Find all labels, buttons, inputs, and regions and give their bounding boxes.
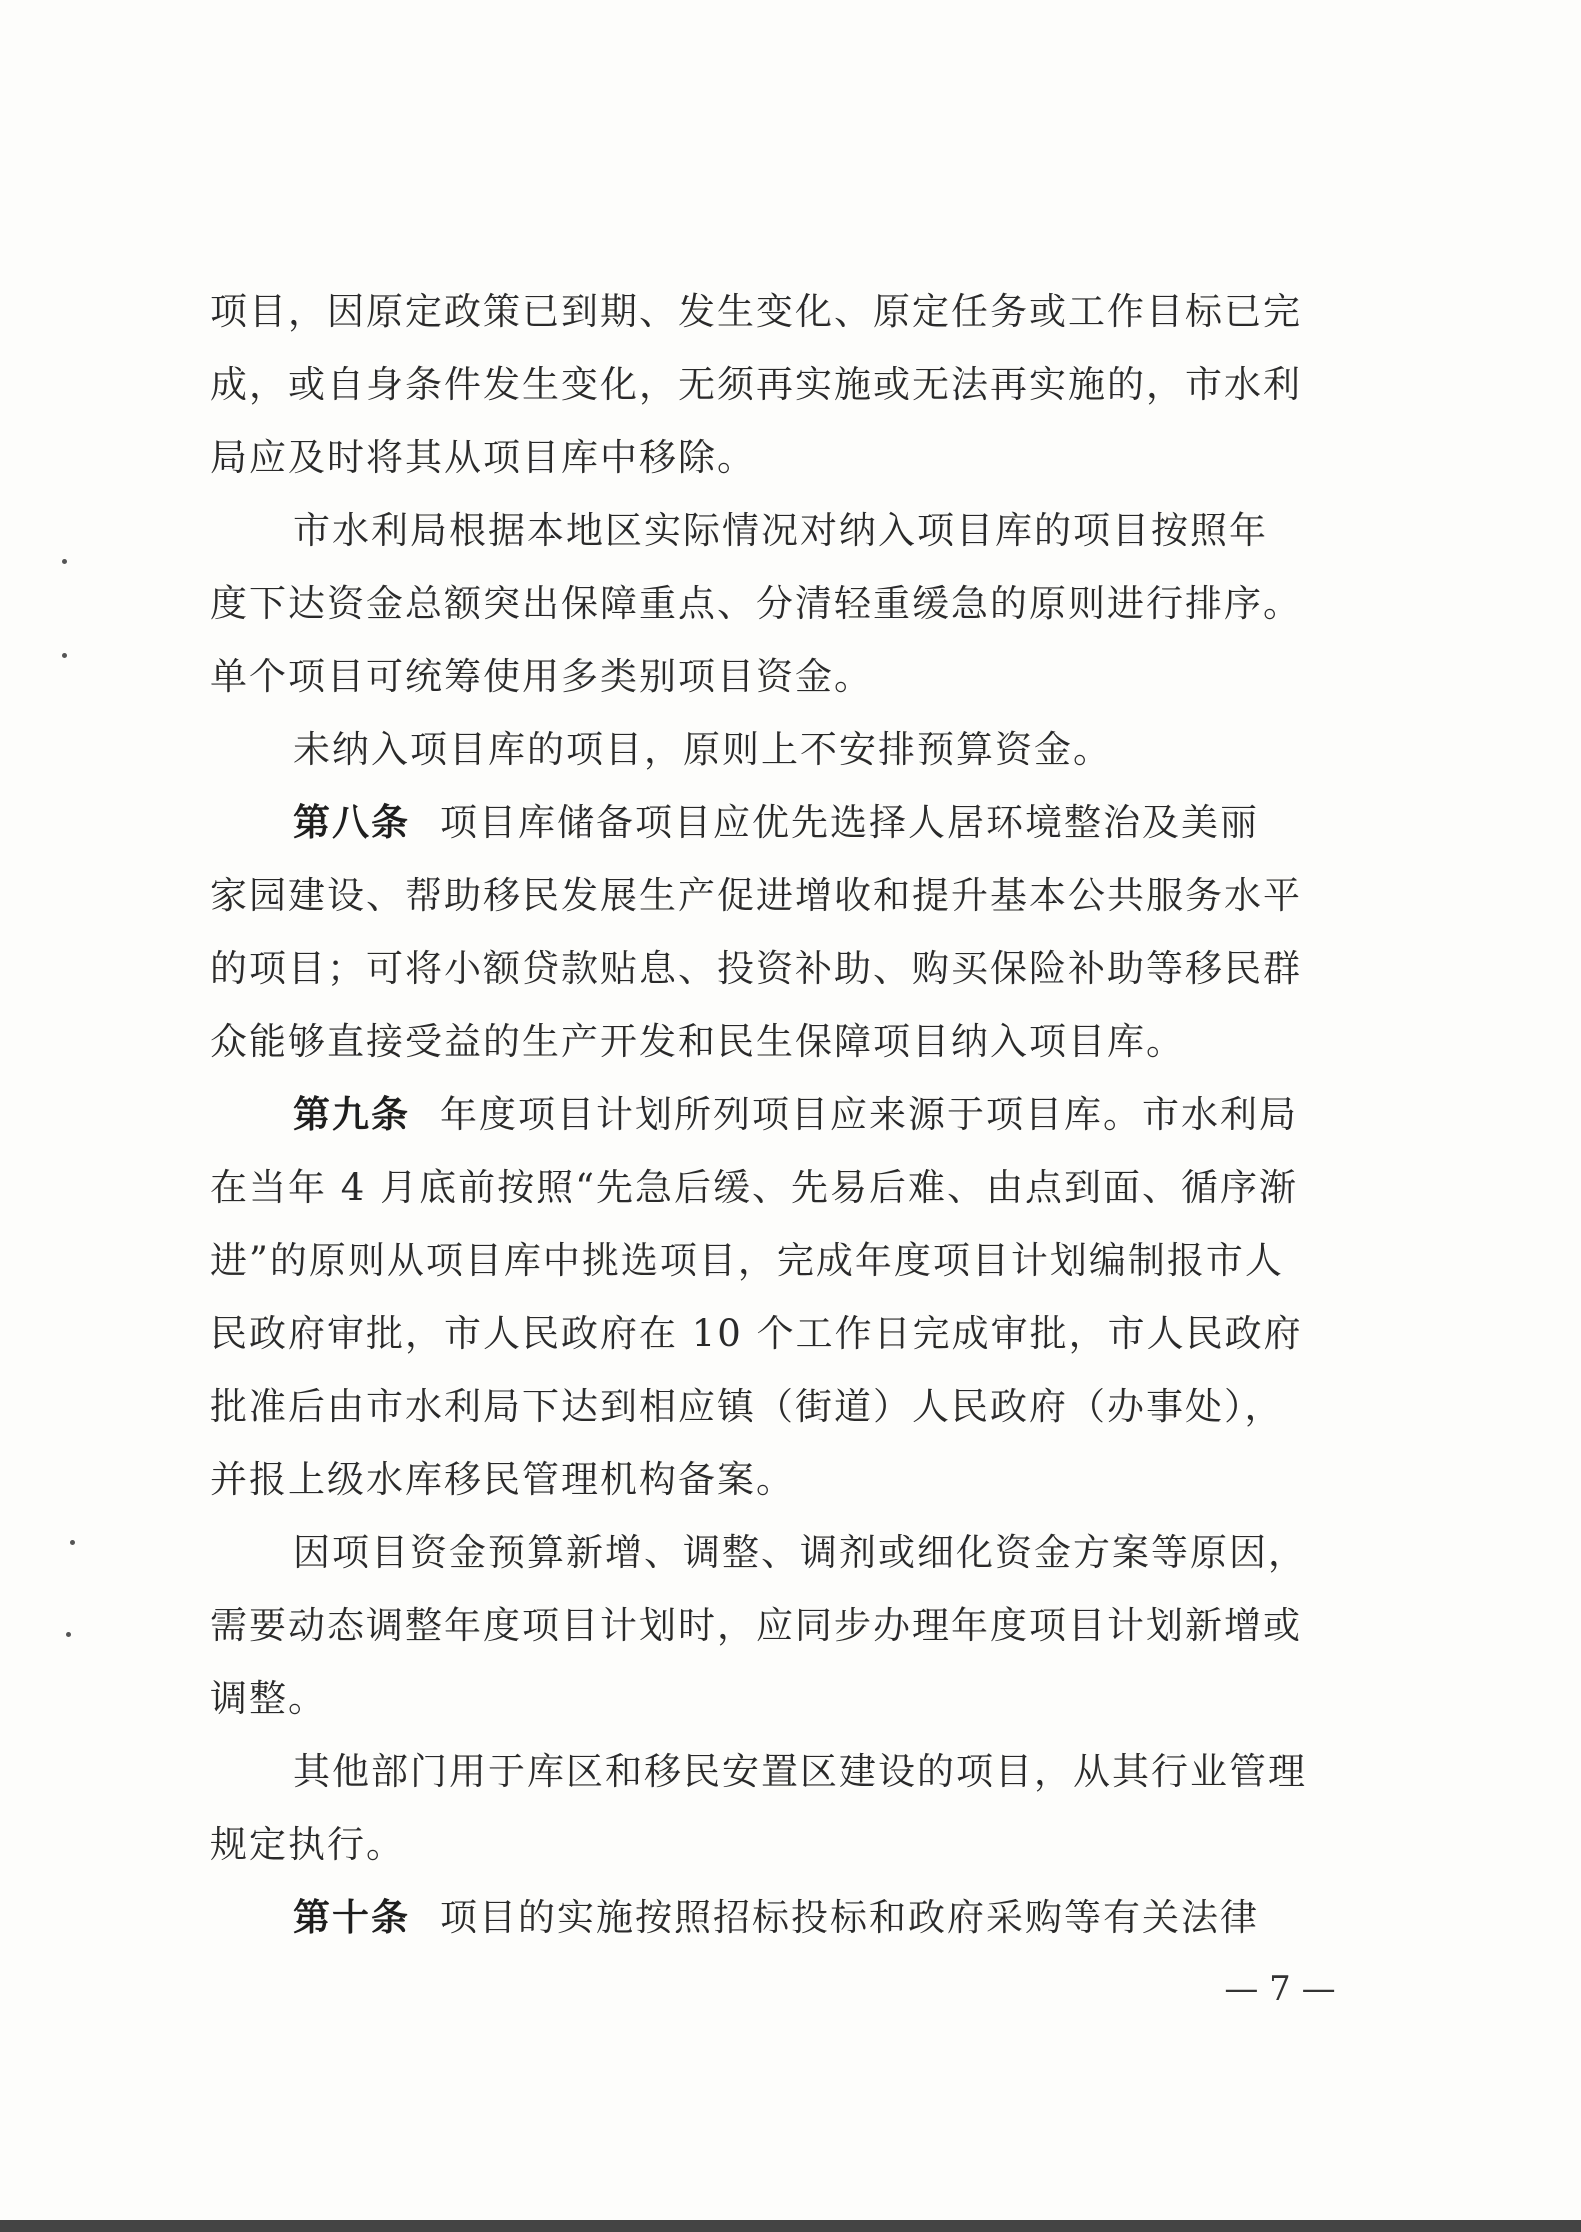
article-9-first-line (293, 1091, 1390, 1139)
article-10-heading: 第十条 (293, 1896, 410, 1939)
text-line: 在当年 4 月底前按照“先急后缓、先易后难、由点到面、循序渐 (210, 1166, 1298, 1209)
text-line: 需要动态调整年度项目计划时，应同步办理年度项目计划新增或 (210, 1604, 1302, 1647)
scan-edge (0, 2220, 1581, 2232)
binding-hole-mark (70, 1540, 75, 1545)
article-8-first-line (293, 799, 1390, 847)
text-line: 众能够直接受益的生产开发和民生保障项目纳入项目库。 (210, 1020, 1185, 1063)
text-line: 的项目；可将小额贷款贴息、投资补助、购买保险补助等移民群 (210, 947, 1302, 990)
article-9-heading: 第九条 (293, 1093, 410, 1136)
text-line: 民政府审批，市人民政府在 10 个工作日完成审批，市人民政府 (210, 1312, 1303, 1355)
article-8-heading: 第八条 (293, 801, 410, 844)
article-9-text: 年度项目计划所列项目应来源于项目库。市水利局 (440, 1093, 1298, 1136)
text-line: 项目，因原定政策已到期、发生变化、原定任务或工作目标已完 (210, 290, 1302, 333)
article-10-first-line (293, 1894, 1390, 1942)
paragraph-first-line: 因项目资金预算新增、调整、调剂或细化资金方案等原因， (293, 1531, 1307, 1574)
text-line: 局应及时将其从项目库中移除。 (210, 436, 756, 479)
binding-hole-mark (62, 559, 67, 564)
page-number: — 7 — (1224, 1969, 1336, 2009)
paragraph-first-line: 市水利局根据本地区实际情况对纳入项目库的项目按照年 (293, 509, 1268, 552)
text-line: 并报上级水库移民管理机构备案。 (210, 1458, 795, 1501)
text-line: 度下达资金总额突出保障重点、分清轻重缓急的原则进行排序。 (210, 582, 1302, 625)
text-line: 家园建设、帮助移民发展生产促进增收和提升基本公共服务水平 (210, 874, 1302, 917)
text-line: 规定执行。 (210, 1823, 405, 1866)
text-line: 单个项目可统筹使用多类别项目资金。 (210, 655, 873, 698)
text-line: 批准后由市水利局下达到相应镇（街道）人民政府（办事处）， (210, 1385, 1284, 1428)
article-8-text: 项目库储备项目应优先选择人居环境整治及美丽 (440, 801, 1259, 844)
paragraph-first-line: 未纳入项目库的项目，原则上不安排预算资金。 (293, 728, 1112, 771)
text-line: 成，或自身条件发生变化，无须再实施或无法再实施的，市水利 (210, 363, 1302, 406)
paragraph-first-line: 其他部门用于库区和移民安置区建设的项目，从其行业管理 (293, 1750, 1307, 1793)
binding-hole-mark (62, 653, 67, 658)
text-line: 调整。 (210, 1677, 327, 1720)
article-10-text: 项目的实施按照招标投标和政府采购等有关法律 (440, 1896, 1259, 1939)
binding-hole-mark (66, 1632, 71, 1637)
text-line: 进”的原则从项目库中挑选项目，完成年度项目计划编制报市人 (210, 1239, 1284, 1282)
